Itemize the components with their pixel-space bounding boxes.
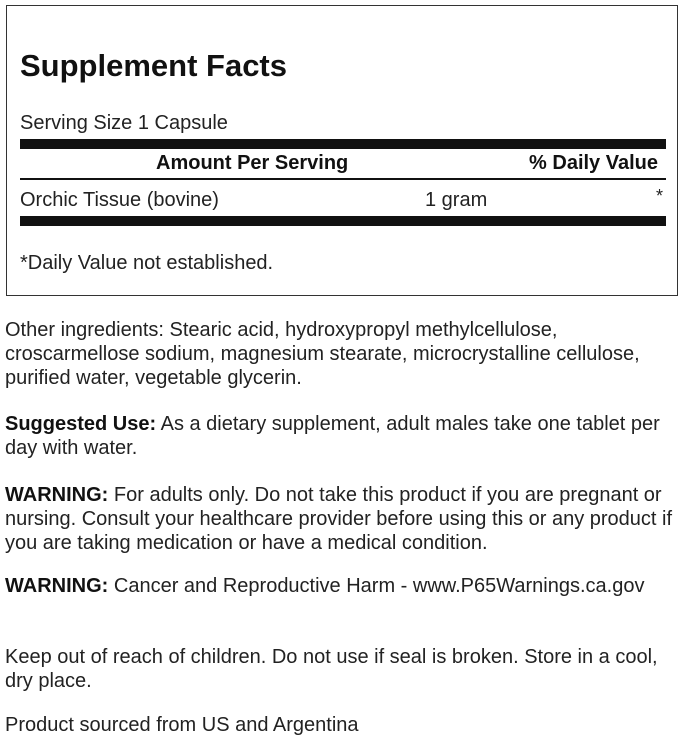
thick-divider-top — [20, 139, 666, 149]
warning-p65-label: WARNING: — [5, 575, 109, 597]
product-source: Product sourced from US and Argentina — [5, 714, 359, 736]
supplement-facts-panel — [6, 5, 678, 296]
thin-divider — [20, 178, 666, 180]
nutrient-amount: 1 gram — [425, 189, 488, 211]
amount-per-serving-header: Amount Per Serving — [156, 152, 349, 174]
warning-adults-label: WARNING: — [5, 484, 109, 506]
daily-value-header: % Daily Value — [529, 152, 658, 174]
warning-adults-paragraph — [5, 483, 681, 555]
nutrient-daily-value: * — [655, 186, 663, 206]
suggested-use-paragraph — [5, 412, 681, 460]
warning-adults-text: For adults only. Do not take this product if you are pregnant or nursing. Consult your healthcare provider before using this or any product if you are taking medication or have a medical condition. — [5, 484, 673, 554]
suggested-use-text: As a dietary supplement, adult males take one tablet per day with water. — [5, 413, 660, 459]
storage-instructions: Keep out of reach of children. Do not use if seal is broken. Store in a cool, dry place. — [5, 646, 658, 692]
serving-size: Serving Size 1 Capsule — [20, 112, 228, 134]
warning-p65-text: Cancer and Reproductive Harm - www.P65Warnings.ca.gov — [108, 575, 645, 597]
daily-value-footnote: *Daily Value not established. — [20, 252, 274, 274]
other-ingredients-text: Other ingredients: Stearic acid, hydroxypropyl methylcellulose, croscarmellose sodium, magnesium stearate, microcrystalline cellulose, purified water, vegetable glycerin. — [5, 319, 640, 389]
supplement-facts-title: Supplement Facts — [20, 48, 287, 83]
suggested-use-label: Suggested Use: — [5, 413, 157, 435]
nutrient-name: Orchic Tissue (bovine) — [20, 189, 219, 211]
warning-p65-paragraph — [5, 574, 681, 598]
thick-divider-bottom — [20, 216, 666, 226]
